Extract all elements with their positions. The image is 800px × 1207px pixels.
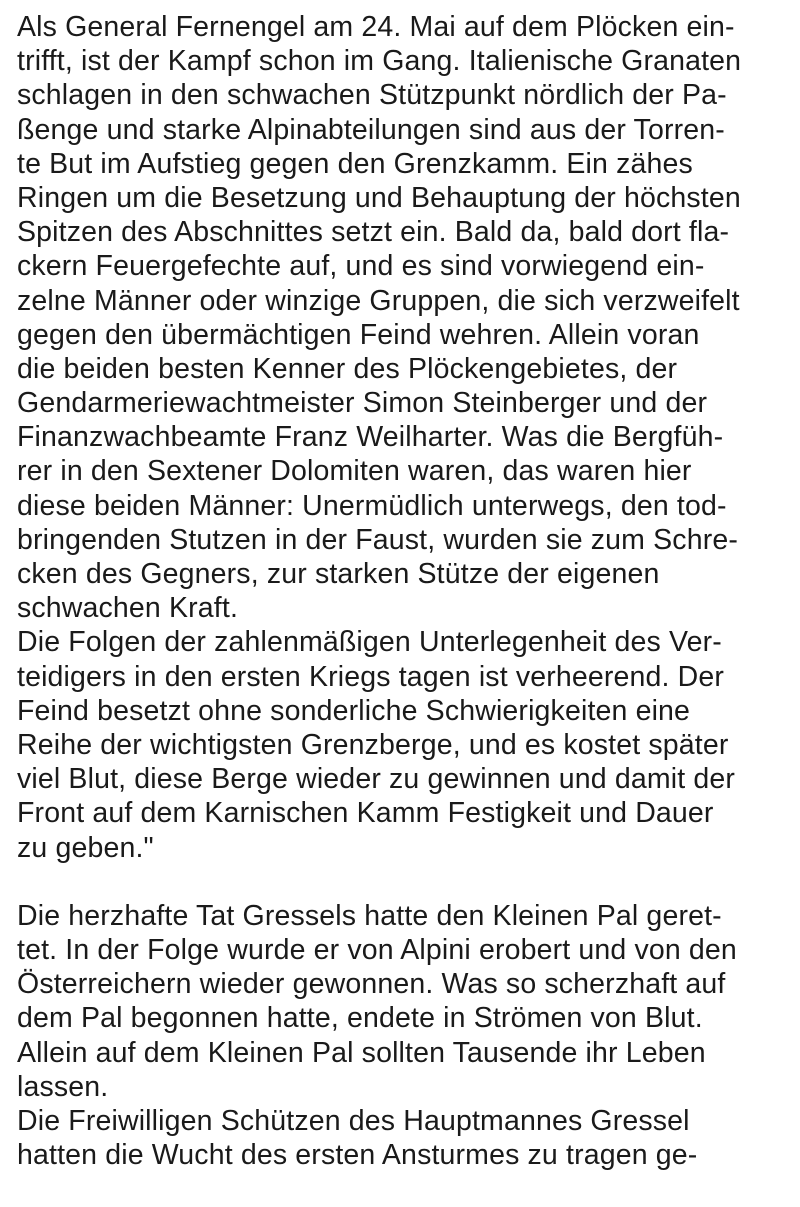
text-line: Ringen um die Besetzung und Behauptung der höchsten — [17, 181, 741, 214]
text-line: schlagen in den schwachen Stützpunkt nördlich der Pa- — [17, 79, 727, 112]
text-line: tet. In der Folge wurde er von Alpini erobert und von den — [17, 934, 737, 967]
text-line: te But im Aufstieg gegen den Grenzkamm. Ein zähes — [17, 147, 693, 180]
text-line: Die herzhafte Tat Gressels hatte den Kleinen Pal geret- — [17, 899, 722, 932]
text-line: Front auf dem Karnischen Kamm Festigkeit und Dauer — [17, 797, 714, 830]
text-line: Allein auf dem Kleinen Pal sollten Tausende ihr Leben — [17, 1036, 706, 1069]
text-line: zu geben." — [17, 831, 154, 864]
text-line: Die Freiwilligen Schützen des Hauptmannes Gressel — [17, 1105, 690, 1137]
text-line: Feind besetzt ohne sonderliche Schwierigkeiten eine — [17, 694, 691, 727]
paragraph-gap — [17, 865, 793, 899]
text-line: cken des Gegners, zur starken Stütze der eigenen — [17, 558, 660, 590]
text-line: rer in den Sextener Dolomiten waren, das waren hier — [17, 455, 692, 488]
text-line: lassen. — [17, 1070, 109, 1103]
document-page — [17, 10, 793, 1172]
text-line: diese beiden Männer: Unermüdlich unterwegs, den tod- — [17, 489, 727, 522]
text-line: Die Folgen der zahlenmäßigen Unterlegenheit des Ver- — [17, 626, 722, 659]
text-line: schwachen Kraft. — [17, 592, 239, 625]
paragraph-2 — [17, 625, 793, 864]
text-line: viel Blut, diese Berge wieder zu gewinnen und damit der — [17, 763, 735, 796]
text-line: Österreichern wieder gewonnen. Was so scherzhaft auf — [17, 968, 726, 1001]
text-line: Als General Fernengel am 24. Mai auf dem Plöcken ein- — [17, 11, 735, 43]
text-line: gegen den übermächtigen Feind wehren. Allein voran — [17, 318, 700, 351]
paragraph-3 — [17, 899, 793, 1104]
text-line: zelne Männer oder winzige Gruppen, die sich verzweifelt — [17, 284, 740, 317]
paragraph-4 — [17, 1104, 793, 1172]
text-line: ßenge und starke Alpinabteilungen sind aus der Torren- — [17, 113, 725, 146]
paragraph-1 — [17, 10, 793, 625]
text-line: Reihe der wichtigsten Grenzberge, und es kostet später — [17, 728, 729, 761]
text-line: Spitzen des Abschnittes setzt ein. Bald da, bald dort fla- — [17, 216, 730, 249]
text-line: dem Pal begonnen hatte, endete in Strömen von Blut. — [17, 1002, 703, 1035]
text-line: ckern Feuergefechte auf, und es sind vorwiegend ein- — [17, 250, 705, 283]
text-line: Finanzwachbeamte Franz Weilharter. Was die Bergfüh- — [17, 421, 724, 454]
text-line: bringenden Stutzen in der Faust, wurden sie zum Schre- — [17, 523, 738, 556]
text-line: hatten die Wucht des ersten Ansturmes zu tragen ge- — [17, 1139, 698, 1172]
text-line: trifft, ist der Kampf schon im Gang. Italienische Granaten — [17, 45, 742, 78]
text-line: Gendarmeriewachtmeister Simon Steinberger und der — [17, 387, 708, 420]
text-line: die beiden besten Kenner des Plöckengebietes, der — [17, 352, 678, 385]
text-line: teidigers in den ersten Kriegs tagen ist verheerend. Der — [17, 660, 725, 693]
